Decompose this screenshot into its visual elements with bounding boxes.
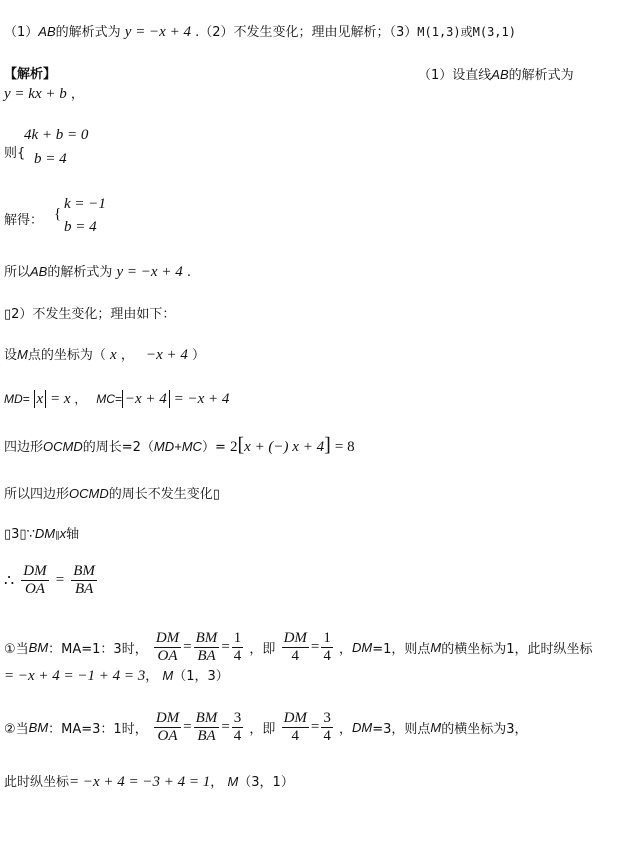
frac-num: BM <box>195 710 218 726</box>
md-eq: = x <box>50 391 71 407</box>
frac-den: 4 <box>291 728 299 744</box>
case1-coord: （1，3） <box>173 669 229 684</box>
general-tail: ， <box>66 87 84 102</box>
case1-frac-dm-4 <box>282 630 309 665</box>
equals: = <box>310 719 320 735</box>
frac-den: OA <box>157 728 178 744</box>
case1-line2 <box>4 668 229 685</box>
answer-part1: （1） <box>4 25 39 40</box>
analysis-intro <box>418 67 574 84</box>
case1-m2: M <box>162 668 174 683</box>
general-form <box>4 86 84 103</box>
case2-frac-bm-ba <box>194 710 220 745</box>
frac-dm-oa <box>21 563 48 598</box>
p3-heading-x: x <box>59 526 67 541</box>
case2-coord: （3，1） <box>238 775 294 790</box>
perim-prefix: 四边形 <box>4 440 44 455</box>
set-mid: 点的坐标为（ <box>27 348 106 363</box>
equals: = <box>183 719 192 735</box>
mc-label: MC= <box>96 392 122 406</box>
perim-mid: 的周长=2（ <box>82 440 154 455</box>
equals: = <box>310 639 320 655</box>
concl1-text: 所以 <box>4 265 31 280</box>
case2-b: ：MA=3：1时， <box>48 722 148 737</box>
case2-a: ②当 <box>4 722 29 737</box>
frac-num: DM <box>155 630 180 646</box>
perim-name: OCMD <box>43 439 83 454</box>
case1-line1 <box>4 630 593 665</box>
system1-eq-b: b = 4 <box>34 151 67 167</box>
frac-den: BA <box>197 728 216 744</box>
mc-sep: ， <box>74 392 87 406</box>
case2-pre: 此时纵坐标 <box>4 775 70 790</box>
perim-two: 2 <box>229 439 238 455</box>
case2-frac-34 <box>232 710 244 745</box>
equals: = <box>221 639 230 655</box>
frac-num: 1 <box>233 630 242 646</box>
md-abs: x <box>34 390 47 408</box>
case2-d: =3，则点 <box>372 722 431 737</box>
concl2-name: OCMD <box>69 486 109 501</box>
case1-frac-bm-ba <box>194 630 220 665</box>
case2-c: ， <box>339 722 353 737</box>
frac-num: DM <box>155 710 180 726</box>
system1-eq-a: 4k + b = 0 <box>24 127 89 143</box>
frac-num: 3 <box>233 710 242 726</box>
frac-num: DM <box>283 710 307 726</box>
case1-a: ①当 <box>4 642 29 657</box>
concl1-tail: 的解析式为 <box>47 265 113 280</box>
answer-eq: y = −x + 4 <box>124 24 191 40</box>
p3-heading-axis: 轴 <box>66 527 80 542</box>
parallel-icon: ∥ <box>55 531 60 541</box>
case1-ji: ，即 <box>249 642 276 657</box>
case2-frac-dm-oa <box>154 710 181 745</box>
mc-abs: −x + 4 <box>122 390 170 408</box>
system1-prefix: 则{ <box>4 146 26 161</box>
part2-conclusion <box>4 486 220 503</box>
case1-dm2: DM <box>352 640 373 655</box>
answer-ab: AB <box>38 24 56 39</box>
frac-den: OA <box>24 581 45 597</box>
therefore-ratio <box>4 563 99 598</box>
general-eq: y = kx + b <box>4 86 67 102</box>
equals: = <box>221 719 230 735</box>
frac-den: BA <box>197 648 216 664</box>
case2-e: 的横坐标为3， <box>441 722 528 737</box>
case1-frac-quarter-2 <box>321 630 333 665</box>
intro-prefix: （1）设直线 <box>418 68 492 83</box>
case2-line2 <box>4 774 294 791</box>
answer-part3: .（2）不发生变化；理由见解析；（3） <box>190 25 418 40</box>
frac-num: BM <box>73 563 95 579</box>
intro-ab: AB <box>491 67 509 82</box>
case1-m: M <box>430 640 442 655</box>
frac-den: 4 <box>323 728 331 744</box>
case1-bm: BM <box>28 640 49 655</box>
frac-num: 1 <box>323 630 331 646</box>
case2-frac-dm-4 <box>282 710 309 745</box>
case2-f: ， <box>210 775 224 790</box>
frac-den: 4 <box>291 648 299 664</box>
frac-den: 4 <box>233 728 242 744</box>
answer-part4: M(1,3)或M(3,1) <box>417 25 516 39</box>
set-prefix: 设 <box>4 348 18 363</box>
case1-f: ， <box>145 669 159 684</box>
frac-num: DM <box>283 630 307 646</box>
case1-e: 的横坐标为1，此时纵坐标 <box>441 642 593 657</box>
conclusion1 <box>4 264 191 281</box>
perim-eq: = 8 <box>334 439 355 455</box>
answer-line <box>4 24 516 41</box>
case1-b: ：MA=1：3时， <box>48 642 148 657</box>
concl1-ab: AB <box>30 264 48 279</box>
perim-sum: MD+MC <box>153 439 202 454</box>
case2-m: M <box>430 720 442 735</box>
p3-heading-dm: DM <box>34 526 56 541</box>
equals: = <box>55 572 65 588</box>
md-mc-line <box>4 390 229 408</box>
answer-part2: 的解析式为 <box>55 25 121 40</box>
case2-eq: = −x + 4 = −3 + 4 = 1 <box>69 774 211 790</box>
p3-heading-a: ▯3▯∵ <box>4 527 35 542</box>
frac-num: 3 <box>323 710 331 726</box>
frac-den: 4 <box>233 648 242 664</box>
bracket-right-icon: ] <box>324 434 331 456</box>
part2-set-m <box>4 347 205 364</box>
frac-den: OA <box>157 648 178 664</box>
equals: = <box>183 639 192 655</box>
frac-bm-ba <box>71 563 97 598</box>
intro-suffix: 的解析式为 <box>508 68 574 83</box>
concl1-eq: y = −x + 4 <box>116 264 183 280</box>
case2-bm: BM <box>28 720 49 735</box>
concl2-prefix: 所以四边形 <box>4 487 70 502</box>
perimeter-line <box>4 434 355 456</box>
case2-ji: ，即 <box>249 722 276 737</box>
therefore-icon: ∴ <box>4 572 15 590</box>
case2-m2: M <box>227 774 239 789</box>
set-y: −x + 4 <box>145 347 188 363</box>
frac-den: BA <box>74 581 94 597</box>
case1-c: ， <box>339 642 353 657</box>
frac-den: 4 <box>323 648 331 664</box>
bracket-left-icon: [ <box>237 434 245 456</box>
case1-frac-quarter <box>232 630 244 665</box>
case1-eq: = −x + 4 = −1 + 4 = 3 <box>4 668 146 684</box>
frac-num: BM <box>195 630 218 646</box>
concl2-tail: 的周长不发生变化▯ <box>108 487 220 502</box>
set-close: ） <box>192 348 206 363</box>
part3-heading <box>4 526 79 544</box>
perim-close: ）= <box>201 440 226 455</box>
system2-eq-b: b = 4 <box>64 219 97 235</box>
md-label: MD= <box>4 392 30 406</box>
system2-brace: { <box>54 206 62 222</box>
part2-heading: ▯2）不发生变化；理由如下： <box>4 307 176 322</box>
case1-d: =1，则点 <box>372 642 431 657</box>
case2-line1 <box>4 710 528 745</box>
perim-inner: x + (−) x + 4 <box>244 439 325 455</box>
set-m: M <box>17 347 28 362</box>
frac-num: DM <box>23 563 47 579</box>
mc-eq: = −x + 4 <box>173 391 230 407</box>
set-x: x <box>110 347 117 363</box>
system2-prefix: 解得： <box>4 213 44 228</box>
system2-eq-a: k = −1 <box>64 196 106 212</box>
set-comma: ， <box>120 348 134 363</box>
concl1-end: . <box>182 265 191 280</box>
case2-dm2: DM <box>352 720 373 735</box>
case1-frac-dm-oa <box>154 630 181 665</box>
analysis-label: 【解析】 <box>4 67 57 82</box>
case2-frac-34-2 <box>321 710 333 745</box>
